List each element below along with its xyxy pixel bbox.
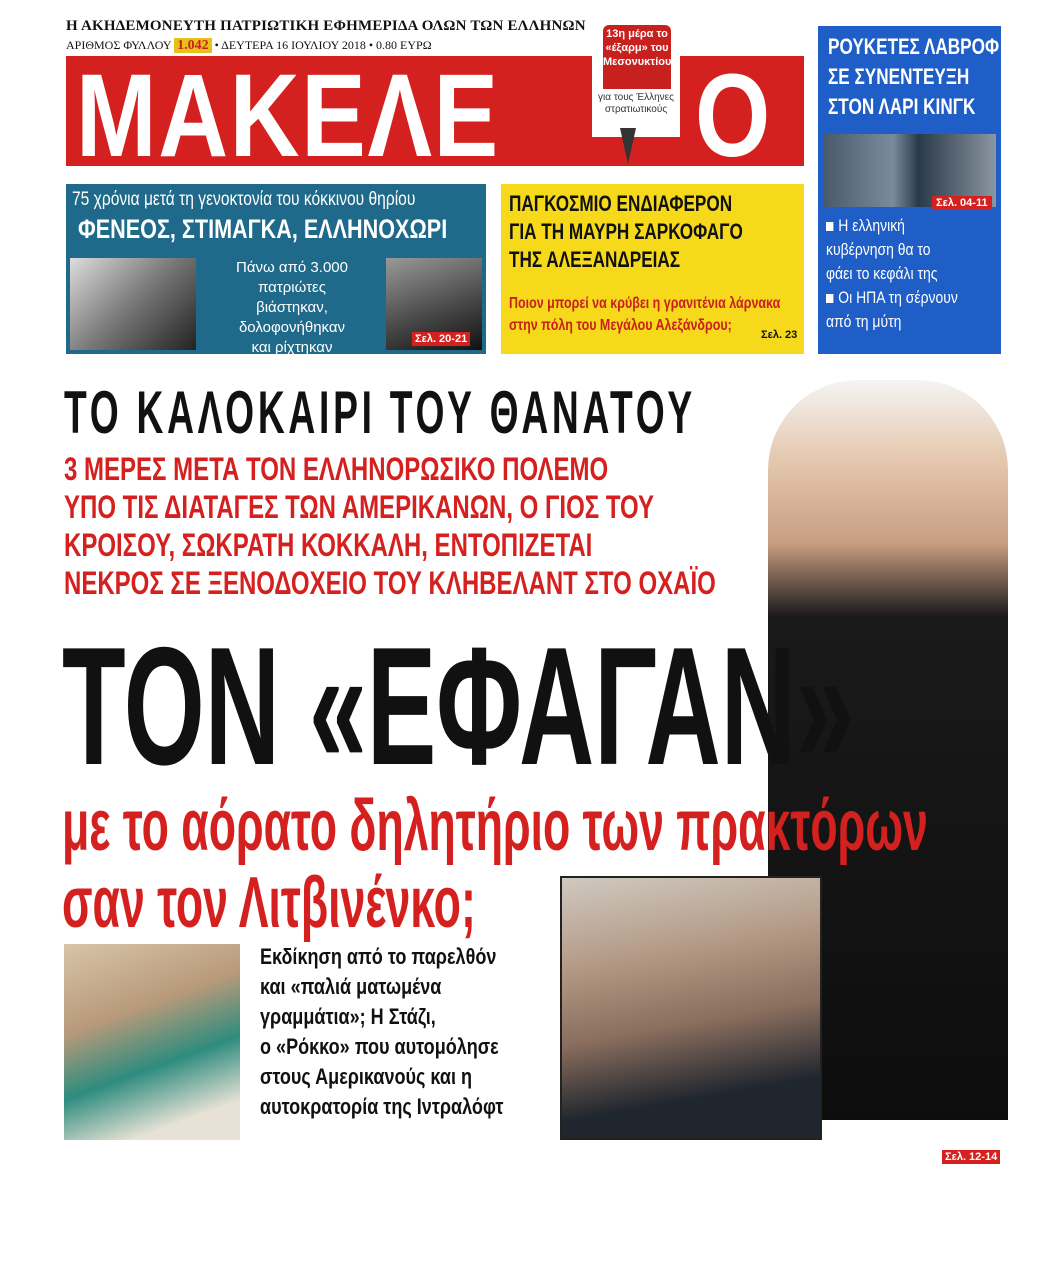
blue-story-headline <box>828 32 999 122</box>
body-line: στους Αμερικανούς και η <box>260 1064 473 1089</box>
yellow-story-headline <box>509 190 743 274</box>
blue-bullet-1: Η ελληνική <box>838 216 905 235</box>
masthead-tagline: Η ΑΚΗΔΕΜΟΝΕΥΤΗ ΠΑΤΡΙΩΤΙΚΗ ΕΦΗΜΕΡΙΔΑ ΟΛΩΝ ΤΩΝ ΕΛΛΗΝΩΝ <box>66 18 586 34</box>
bullet-square-icon <box>826 294 833 303</box>
teal-story-body <box>202 258 382 378</box>
main-story-subhead <box>64 450 716 602</box>
pen-nib-icon <box>620 128 636 164</box>
yellow-body-line: Ποιον μπορεί να κρύβει η γρανιτένια λάρνακα <box>509 295 781 312</box>
teal-story-page: Σελ. 20-21 <box>412 332 470 346</box>
older-man-photo <box>560 876 822 1140</box>
main-headline: ΤΟΝ «ΕΦΑΓΑΝ» <box>62 612 854 800</box>
teal-story-photo-left <box>70 258 196 350</box>
blue-bullet-2: Οι ΗΠΑ τη σέρνουν <box>838 288 958 307</box>
main-story-kicker: ΤΟ ΚΑΛΟΚΑΙΡΙ ΤΟΥ ΘΑΝΑΤΟΥ <box>64 379 696 446</box>
logo-left: ΜΑΚΕΛΕ <box>76 50 500 182</box>
subhead-line: ΚΡΟΙΣΟΥ, ΣΩΚΡΑΤΗ ΚΟΚΚΑΛΗ, ΕΝΤΟΠΙΖΕΤΑΙ <box>64 527 593 563</box>
subhead-line: ΝΕΚΡΟΣ ΣΕ ΞΕΝΟΔΟΧΕΙΟ ΤΟΥ ΚΛΗΒΕΛΑΝΤ ΣΤΟ ΟΧΑΪΟ <box>64 565 716 601</box>
blue-headline-line: ΡΟΥΚΕΤΕΣ ΛΑΒΡΟΦ <box>828 34 1000 59</box>
blue-line-3: φάει το κεφάλι της <box>826 264 938 283</box>
subhead-line: ΥΠΟ ΤΙΣ ΔΙΑΤΑΓΕΣ ΤΩΝ ΑΜΕΡΙΚΑΝΩΝ, Ο ΓΙΟΣ ΤΟΥ <box>64 489 655 525</box>
teal-body-line: Πάνω από 3.000 πατριώτες <box>236 259 348 296</box>
body-line: αυτοκρατορία της Ιντραλόφτ <box>260 1094 504 1119</box>
hospital-photo <box>64 944 240 1140</box>
main-story-page: Σελ. 12-14 <box>942 1150 1000 1164</box>
feature-badge-label: 13η μέρα το «έξαρμ» του Μεσονυκτίου» <box>603 25 671 89</box>
body-line: Εκδίκηση από το παρελθόν <box>260 944 497 969</box>
blue-story-page: Σελ. 04-11 <box>932 196 992 210</box>
issue-number: 1.042 <box>174 38 212 53</box>
blue-headline-line: ΣΕ ΣΥΝΕΝΤΕΥΞΗ <box>828 64 970 89</box>
yellow-headline-line: ΠΑΓΚΟΣΜΙΟ ΕΝΔΙΑΦΕΡΟΝ <box>509 191 733 216</box>
main-story-body <box>260 942 503 1122</box>
body-line: και «παλιά ματωμένα <box>260 974 442 999</box>
body-line: γραμμάτια»; Η Στάζι, <box>260 1004 436 1029</box>
blue-headline-line: ΣΤΟΝ ΛΑΡΙ ΚΙΝΓΚ <box>828 94 976 119</box>
body-line: ο «Ρόκκο» που αυτομόλησε <box>260 1034 499 1059</box>
teal-story-headline: ΦΕΝΕΟΣ, ΣΤΙΜΑΓΚΑ, ΕΛΛΗΝΟΧΩΡΙ <box>78 214 448 244</box>
feature-badge-sub: για τους Έλληνες στρατιωτικούς <box>598 92 674 115</box>
issue-label: ΑΡΙΘΜΟΣ ΦΥΛΛΟΥ <box>66 38 172 52</box>
yellow-headline-line: ΤΗΣ ΑΛΕΞΑΝΔΡΕΙΑΣ <box>509 247 681 272</box>
logo-right: Ο <box>695 50 771 182</box>
blue-line-5: από τη μύτη <box>826 312 902 331</box>
yellow-story-body <box>509 293 780 337</box>
main-red-line-1: με το αόρατο δηλητήριο των πρακτόρων <box>62 786 928 866</box>
blue-line-2: κυβέρνηση θα το <box>826 240 931 259</box>
yellow-body-line: στην πόλη του Μεγάλου Αλεξάνδρου; <box>509 317 732 334</box>
blue-story-bullets <box>826 214 958 334</box>
teal-body-line: σε τρύπες και χαράδρες <box>212 359 372 376</box>
yellow-story-page: Σελ. 23 <box>761 329 798 341</box>
yellow-headline-line: ΓΙΑ ΤΗ ΜΑΥΡΗ ΣΑΡΚΟΦΑΓΟ <box>509 219 743 244</box>
teal-story-kicker: 75 χρόνια μετά τη γενοκτονία του κόκκινου θηρίου <box>72 189 416 210</box>
teal-body-line: βιάστηκαν, δολοφονήθηκαν <box>238 299 346 336</box>
main-red-line-2: σαν τον Λιτβινένκο; <box>62 863 476 943</box>
issue-date-price: • ΔΕΥΤΕΡΑ 16 ΙΟΥΛΙΟΥ 2018 • 0.80 ΕΥΡΩ <box>214 38 432 52</box>
teal-body-line: και ρίχτηκαν <box>251 339 333 356</box>
bullet-square-icon <box>826 222 833 231</box>
subhead-line: 3 ΜΕΡΕΣ ΜΕΤΑ ΤΟΝ ΕΛΛΗΝΟΡΩΣΙΚΟ ΠΟΛΕΜΟ <box>64 451 609 487</box>
